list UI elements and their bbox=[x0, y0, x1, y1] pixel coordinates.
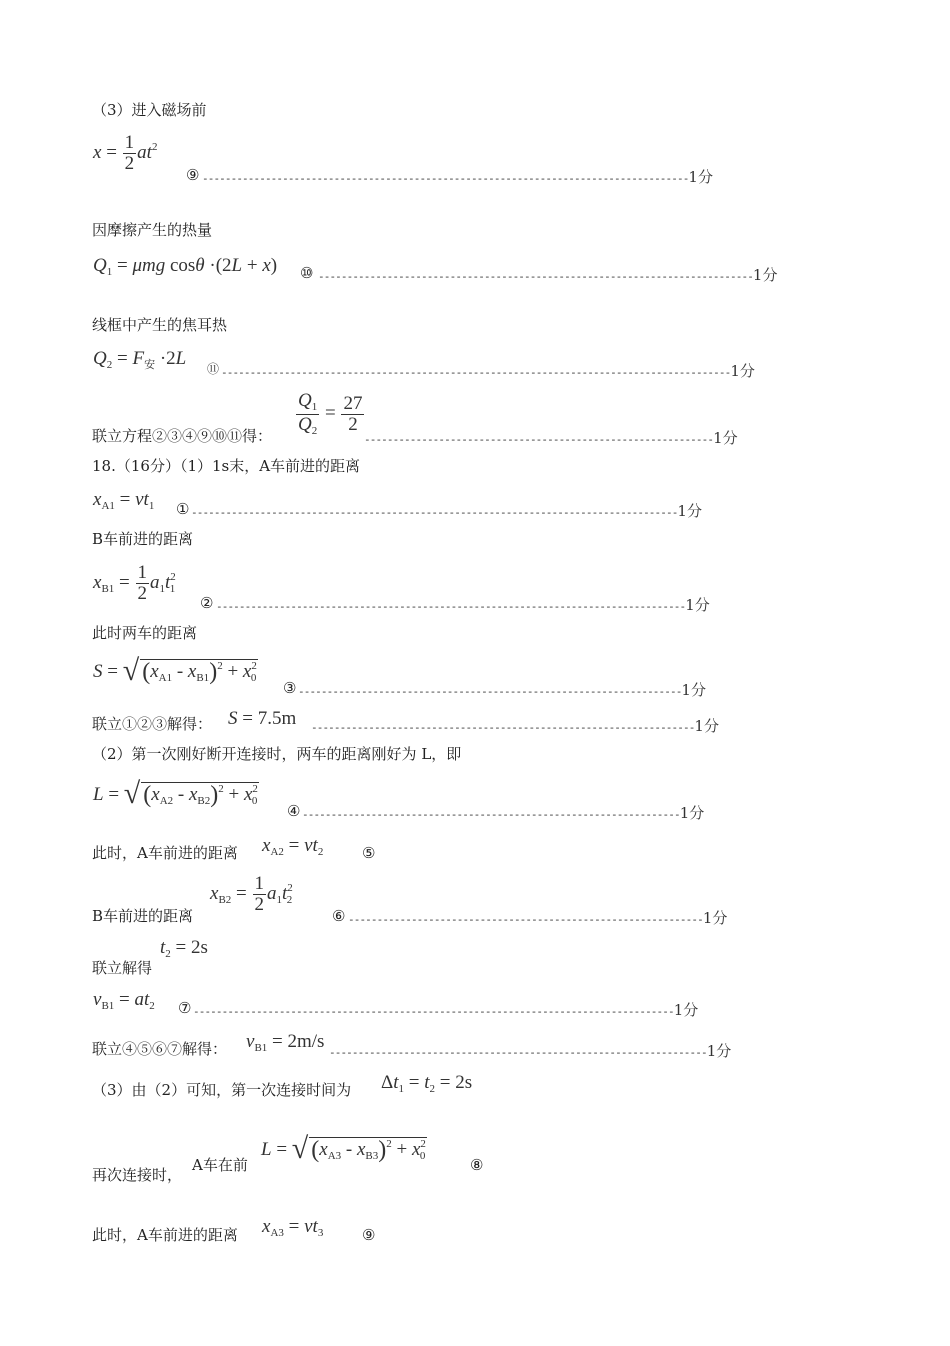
combine-q-text: 联立方程②③④⑨⑩⑪得： bbox=[92, 427, 273, 445]
a-distance-then-text: 此时，A车前进的距离 bbox=[92, 844, 238, 862]
score-line: ------------------------------------------------------------------1分 bbox=[329, 1042, 732, 1060]
label-9: ⑨ bbox=[186, 166, 200, 184]
label-4: ④ bbox=[287, 802, 301, 820]
label-8: ⑧ bbox=[470, 1156, 484, 1174]
formula-s: S = √ $(x_{A1} - x_{B1})^2 + x^2_0$ bbox=[93, 654, 257, 687]
label-9b: ⑨ bbox=[362, 1226, 376, 1244]
combine-s-text: 联立①②③解得： bbox=[92, 715, 213, 733]
score-line: -----------------------------------------------------------------------------------------1分 bbox=[221, 362, 755, 380]
label-5: ⑤ bbox=[362, 844, 376, 862]
part2-heading: （2）第一次刚好断开连接时，两车的距离刚好为 L，即 bbox=[92, 745, 462, 763]
label-6: ⑥ bbox=[332, 907, 346, 925]
formula-q2: $Q_2 = F_安 \cdot 2L$ bbox=[93, 348, 187, 371]
formula-t2: $t_2 = 2s$ bbox=[160, 937, 208, 960]
score-line: ------------------------------------------------------------------------------------1分 bbox=[193, 1001, 699, 1019]
formula-xa3: $x_{A3} = vt_3$ bbox=[262, 1216, 324, 1239]
a-distance-3-text: 此时，A车前进的距离 bbox=[92, 1226, 238, 1244]
formula-xa2: $x_{A2} = vt_2$ bbox=[262, 835, 324, 858]
score-line: -------------------------------------------------------------------1分 bbox=[298, 681, 706, 699]
formula-xb1: $x_{B1}$ = $\frac{1}{2}$ $a_1t^2_1$ bbox=[93, 562, 176, 604]
score-line: --------------------------------------------------------------1分 bbox=[348, 909, 728, 927]
score-line: ----------------------------------------------------------------------------------1分 bbox=[216, 596, 710, 614]
score-line: -------------------------------------------------------------------------------------1分 bbox=[191, 502, 702, 520]
score-line: ----------------------------------------------------------------------------1分 bbox=[318, 266, 778, 284]
combine-v-text: 联立④⑤⑥⑦解得： bbox=[92, 1040, 228, 1058]
formula-l3: L = √ $(x_{A3} - x_{B3})^2 + x^2_0$ bbox=[261, 1132, 426, 1165]
formula-dt: $\Delta t_1 = t_2 = 2s$ bbox=[381, 1072, 473, 1095]
formula-ratio: $\frac{Q_1}{Q_2}$ = $\frac{27}{2}$ bbox=[298, 390, 363, 437]
part3-heading: （3）进入磁场前 bbox=[92, 101, 207, 119]
b-distance-2-text: B车前进的距离 bbox=[92, 907, 194, 925]
label-2: ② bbox=[200, 594, 214, 612]
formula-s-result: S = 7.5m bbox=[228, 708, 297, 729]
score-line: -------------------------------------------------------------1分 bbox=[364, 429, 738, 447]
reconnect-text: 再次连接时， bbox=[92, 1166, 183, 1184]
two-car-distance-text: 此时两车的距离 bbox=[92, 624, 198, 642]
heat-friction-text: 因摩擦产生的热量 bbox=[92, 221, 213, 239]
q18-heading: 18.（16分）（1）1s末，A车前进的距离 bbox=[92, 457, 361, 475]
score-line: -------------------------------------------------------------------1分 bbox=[311, 717, 719, 735]
formula-l: L = √ $(x_{A2} - x_{B2})^2 + x^2_0$ bbox=[93, 777, 258, 810]
formula-vb1: $v_{B1} = at_2$ bbox=[93, 989, 155, 1012]
formula-vb1-result: $v_{B1} = 2m/s$ bbox=[246, 1031, 325, 1054]
label-1: ① bbox=[176, 500, 190, 518]
formula-xb2: $x_{B2}$ = $\frac{1}{2}$ $a_1t^2_2$ bbox=[210, 873, 293, 915]
label-10: ⑩ bbox=[300, 264, 314, 282]
formula-q1: $Q_1 = \mu mg$ cosθ ·(2L + x) bbox=[93, 255, 278, 278]
label-11: ⑪ bbox=[207, 362, 220, 376]
formula-x-at2: x = $\frac{1}{2}$ $at^2$ bbox=[93, 132, 158, 174]
score-line: -------------------------------------------------------------------------------------1分 bbox=[202, 168, 713, 186]
formula-xa1: $x_{A1} = vt_1$ bbox=[93, 489, 155, 512]
joule-heat-text: 线框中产生的焦耳热 bbox=[92, 316, 228, 334]
a-front-text: A车在前 bbox=[192, 1156, 248, 1174]
b-distance-text: B车前进的距离 bbox=[92, 530, 194, 548]
part3b-heading: （3）由（2）可知，第一次连接时间为 bbox=[92, 1081, 352, 1099]
score-line: ------------------------------------------------------------------1分 bbox=[302, 804, 705, 822]
label-3: ③ bbox=[283, 679, 297, 697]
combine-solve-text: 联立解得 bbox=[92, 959, 153, 977]
label-7: ⑦ bbox=[178, 999, 192, 1017]
